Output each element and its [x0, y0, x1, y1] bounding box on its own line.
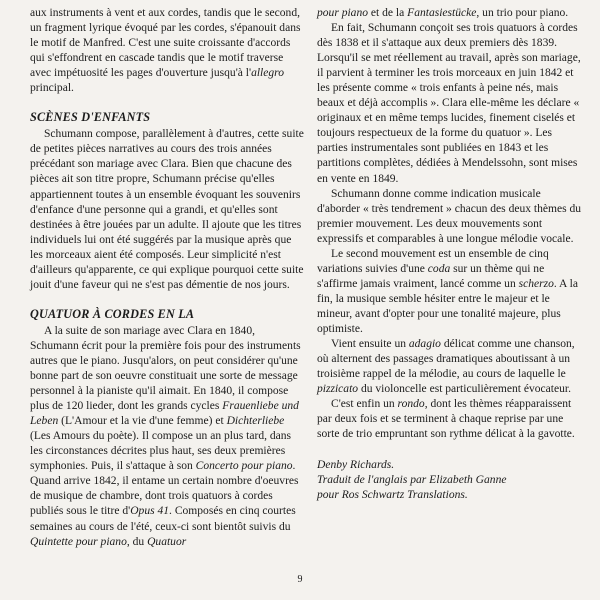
left-column [30, 6, 305, 550]
heading-quatuor-a-cordes: QUATUOR À CORDES EN LA [30, 306, 195, 321]
quatuors-history-paragraph: En fait, Schumann conçoit ses trois quatuors à cordes dès 1838 et il s'attaque aux deux premiers dès 1839. Lorsqu'il se met réellement au travail, après son mariage, il parvient à terminer les trois morceaux en juin 1842 et les présente comme « trois enfants à peine nés, mais beaux et déjà accomplis ». Clara elle-même les déclare « originaux et en même temps lucides, finement ciselés et toujours respectueux de la forme du quatuor ». Les parties instrumentales sont publiées en 1843 et les partitions complètes, dédiées à Mendelssohn, sont mises en vente en 1849. [317, 22, 581, 185]
page-number: 9 [297, 574, 303, 585]
second-movement-paragraph: Le second mouvement est un ensemble de cinq variations suivies d'une coda sur un thème qui ne s'affirme jamais vraiment, lancé comme un scherzo. A la fin, la musique semble hésiter entre le majeur et le mineur, avant d'opter pour une tonalité majeure, plus optimiste. [317, 247, 578, 335]
intro-paragraph: aux instruments à vent et aux cordes, tandis que le second, un fragment lyrique évoqué par les cordes, s'épanouit dans le motif de Manfred. C'est une suite croissante d'accords qui s'effondrent en cascade tandis que le motif traverse avec impétuosité les pages d'ouverture jusqu'à l'allegro principal. [30, 7, 301, 95]
credit-agency: pour Ros Schwartz Translations. [317, 489, 468, 502]
heading-scenes-d-enfants: SCÈNES D'ENFANTS [30, 110, 151, 125]
credit-translator: Traduit de l'anglais par Elizabeth Ganne [317, 474, 507, 487]
credit-author: Denby Richards. [317, 459, 395, 472]
continuation-paragraph: pour piano et de la Fantasiestücke, un trio pour piano. [317, 7, 569, 19]
first-movement-paragraph: Schumann donne comme indication musicale d'aborder « très tendrement » chacun des deux thèmes du premier mouvement. Les deux mouvements sont expressifs et comparables à une longue mélodie vocale. [317, 187, 582, 245]
quatuor-paragraph: A la suite de son mariage avec Clara en 1840, Schumann écrit pour la première fois pour des instruments autres que le piano. Jusqu'alors, on peut considérer qu'une bonne part de son oeuvre constituait une sorte de message personnel à la pianiste qu'il aimait. En 1840, il compose plus de 120 lieder, dont les grands cycles Frauenliebe und Leben (L'Amour et la vie d'une femme) et Dichterliebe (Les Amours du poète). Il compose un an plus tard, dans les circonstances décrites plus haut, ses deux premières symphonies. Puis, il s'attaque à son Concerto pour piano. Quand arrive 1842, il entame un certain nombre d'oeuvres de musique de chambre, dont trois quatuors à cordes publiés sous le titre d'Opus 41. Composés en cinq courtes semaines au cours de l'été, ceux-ci sont bientôt suivis du Quintette pour piano, du Quatuor [30, 324, 301, 548]
right-column [317, 6, 585, 504]
scenes-paragraph: Schumann compose, parallèlement à d'autres, cette suite de petites pièces narratives au cours des trois années précédant son mariage avec Clara. Bien que chacune des pièces ait son titre propre, Schumann précise qu'elles appartiennent toutes à un ensemble évoquant les souvenirs d'enfance d'une personne qui a grandi, et qu'elles sont destinées à être jouées par un adulte. Il ajoute que les titres individuels lui ont été suggérés par la musique après que les morceaux aient été composés. Leur simplicité n'est d'ailleurs qu'apparente, ce qui explique pourquoi cette suite jouit d'une faveur qui ne s'est pas démentie de nos jours. [30, 128, 304, 291]
adagio-paragraph: Vient ensuite un adagio délicat comme une chanson, où alternent des passages dramatiques aboutissant à un troisième rappel de la mélodie, au cours de laquelle le pizzicato du violoncelle est particulièrement évocateur. [317, 338, 575, 396]
rondo-paragraph: C'est enfin un rondo, dont les thèmes réapparaissent par deux fois et se terminent à chaque reprise par une sorte de trio empruntant son rythme délicat à la gavotte. [317, 398, 575, 441]
credits [317, 458, 585, 503]
